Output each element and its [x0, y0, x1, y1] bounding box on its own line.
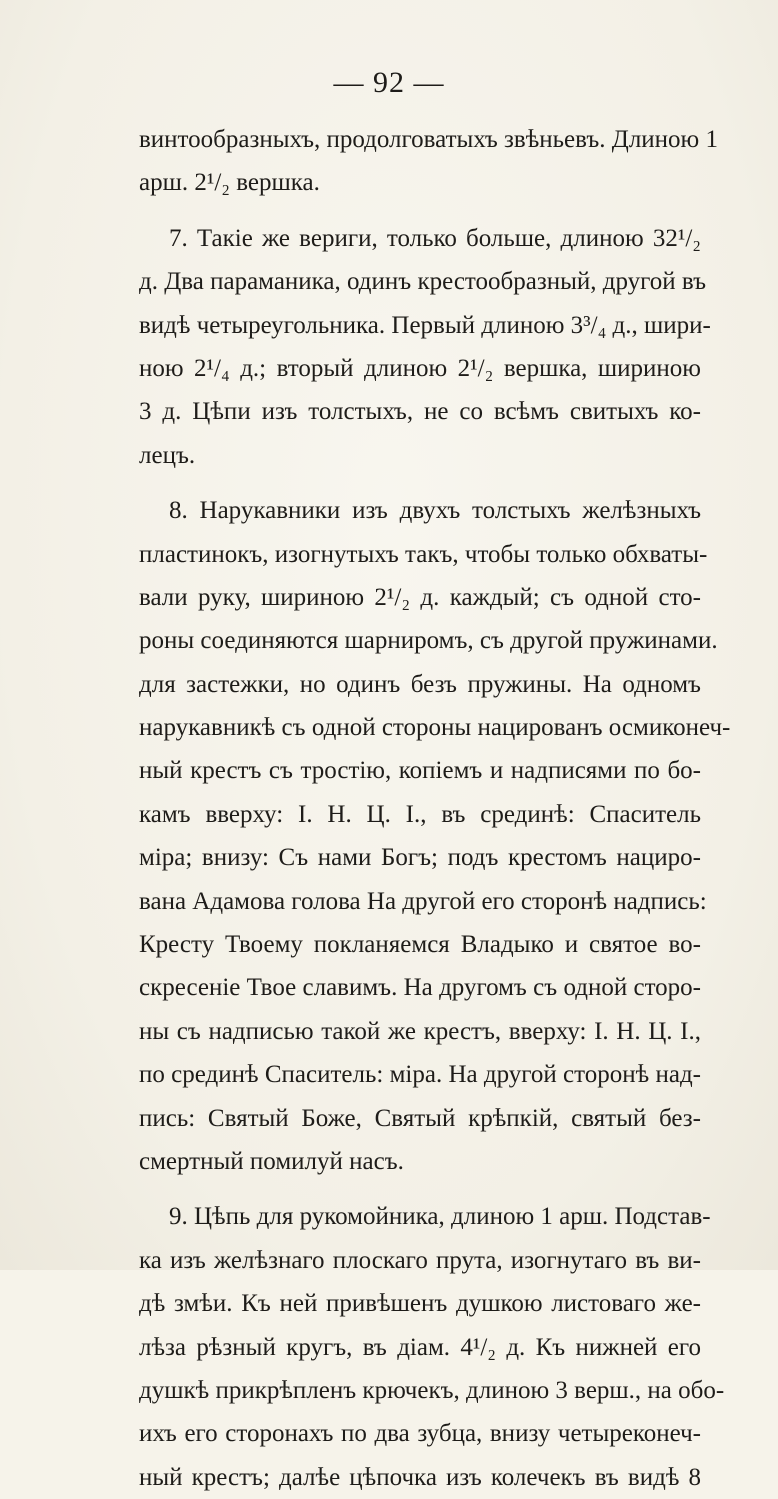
- text-line: душкѣ прикрѣпленъ крючекъ, длиною 3 верш., на обо-: [139, 1376, 725, 1404]
- text-line: ный крестъ съ тростiю, копiемъ и надписями по бо-: [139, 757, 701, 785]
- text-line: нарукавникѣ съ одной стороны нацированъ осмиконеч-: [139, 714, 731, 742]
- paragraph-7-start: 7. Такiе же вериги, только больше, длиною 32¹/₂: [169, 224, 701, 252]
- text-line: 3 д. Цѣпи изъ толстыхъ, не со всѣмъ свитыхъ ко-: [139, 398, 701, 426]
- text-line: ка изъ желѣзнаго плоскаго прута, изогнутаго въ ви-: [139, 1246, 701, 1274]
- text-line: скресенiе Твое славимъ. На другомъ съ одной сторо-: [139, 974, 701, 1002]
- text-line: вана Адамова голова На другой его сторонѣ надпись:: [139, 887, 707, 915]
- text-line: д. Два параманика, одинъ крестообразный, другой въ: [139, 268, 707, 296]
- text-line: пластинокъ, изогнутыхъ такъ, чтобы только обхваты-: [139, 540, 708, 568]
- text-line: роны соединяются шарниромъ, съ другой пружинами.: [139, 627, 718, 655]
- text-line: ихъ его сторонахъ по два зубца, внизу четырeконеч-: [139, 1420, 701, 1448]
- page-number: — 92 —: [333, 66, 445, 99]
- text-line: по срединѣ Спаситель: мiра. На другой сторонѣ над-: [139, 1061, 701, 1089]
- text-line: ною 2¹/₄ д.; вторый длиною 2¹/₂ вершка, шириною: [139, 354, 701, 382]
- text-line: дѣ змѣи. Къ ней привѣшенъ душкою листоваго же-: [139, 1290, 701, 1318]
- text-line: лѣза рѣзный кругъ, въ дiам. 4¹/₂ д. Къ нижней его: [139, 1333, 701, 1361]
- paragraph-9-start: 9. Цѣпь для рукомойника, длиною 1 арш. Подстав-: [169, 1203, 711, 1231]
- text-line: ны съ надписью такой же крестъ, вверху: I. H. Ц. I.,: [139, 1017, 701, 1045]
- text-line: ный крестъ; далѣе цѣпочка изъ колечекъ въ видѣ 8: [139, 1463, 701, 1491]
- text-line: смертный помилуй насъ.: [139, 1147, 404, 1175]
- text-line: видѣ четыреугольника. Первый длиною 3³/₄ д., шири-: [139, 311, 711, 339]
- text-line: пись: Святый Боже, Святый крѣпкiй, святый без-: [139, 1104, 701, 1132]
- text-line: для застежки, но одинъ безъ пружины. На одномъ: [139, 670, 701, 698]
- text-line: вали руку, шириною 2¹/₂ д. каждый; съ одной сто-: [139, 583, 701, 611]
- text-line: мiра; внизу: Съ нами Богъ; подъ крестомъ нациро-: [139, 844, 701, 872]
- paragraph-8-start: 8. Нарукавники изъ двухъ толстыхъ желѣзныхъ: [169, 497, 701, 525]
- text-line: камъ вверху: I. H. Ц. I., въ срединѣ: Спаситель: [139, 800, 701, 828]
- text-line: арш. 2¹/₂ вершка.: [139, 169, 320, 197]
- text-line: винтообразныхъ, продолговатыхъ звѣньевъ. Длиною 1: [139, 126, 718, 153]
- body-text: [139, 118, 731, 1499]
- text-line: лецъ.: [139, 441, 196, 469]
- text-line: Кресту Твоему покланяемся Владыко и святое во-: [139, 931, 701, 959]
